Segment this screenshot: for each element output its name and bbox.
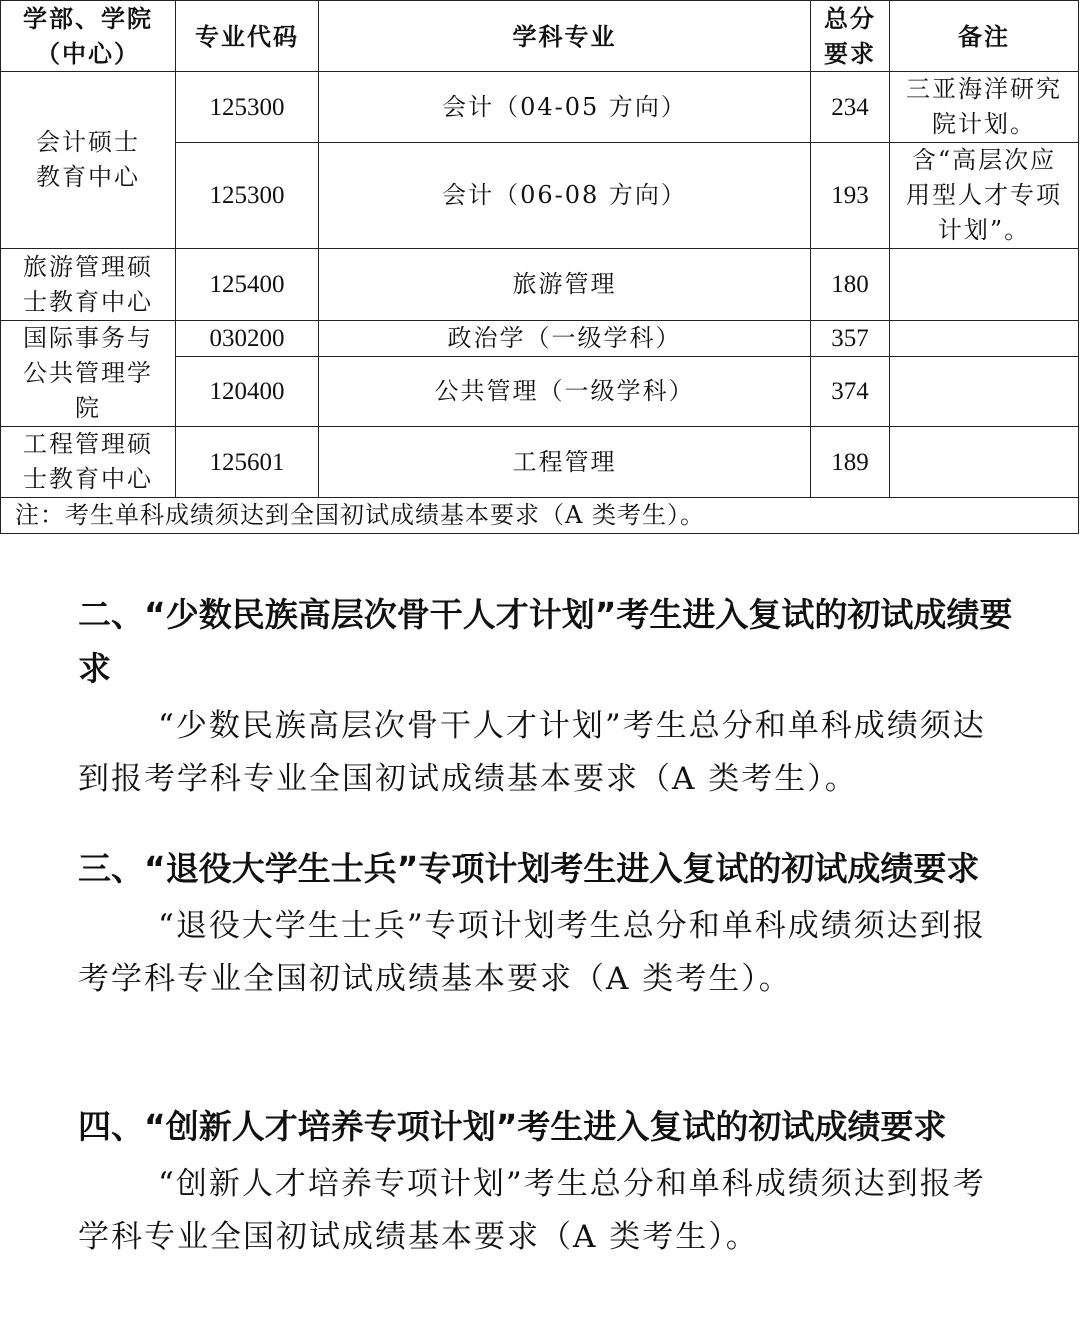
header-code: 专业代码 <box>176 1 319 72</box>
code-cell: 030200 <box>176 321 319 357</box>
score-cell: 189 <box>811 427 890 498</box>
dept-cell: 旅游管理硕 士教育中心 <box>1 249 176 321</box>
dept-cell: 会计硕士 教育中心 <box>1 72 176 249</box>
header-dept: 学部、学院 （中心） <box>1 1 176 72</box>
section-title: 二、“少数民族高层次骨干人才计划”考生进入复试的初试成绩要求 <box>78 595 1013 688</box>
code-cell: 125300 <box>176 143 319 249</box>
score-cell: 180 <box>811 249 890 321</box>
remark-cell: 含“高层次应 用型人才专项 计划”。 <box>890 143 1079 249</box>
remark-cell <box>890 321 1079 357</box>
section-title: 四、“创新人才培养专项计划”考生进入复试的初试成绩要求 <box>78 1107 947 1146</box>
table-header-row <box>1 1 1079 72</box>
code-cell: 125400 <box>176 249 319 321</box>
major-cell: 旅游管理 <box>319 249 811 321</box>
score-requirements-table <box>0 0 1079 534</box>
score-cell: 193 <box>811 143 890 249</box>
score-cell: 234 <box>811 72 890 143</box>
table-note-row <box>1 498 1079 534</box>
score-cell: 357 <box>811 321 890 357</box>
table-row <box>1 72 1079 143</box>
table-row <box>1 427 1079 498</box>
section-body: “创新人才培养专项计划”考生总分和单科成绩须达到报考学科专业全国初试成绩基本要求（A 类考生）。 <box>78 1166 986 1255</box>
table-row <box>1 321 1079 357</box>
major-cell: 工程管理 <box>319 427 811 498</box>
table-note: 注：考生单科成绩须达到全国初试成绩基本要求（A 类考生）。 <box>1 498 1079 534</box>
score-cell: 374 <box>811 357 890 427</box>
header-score: 总分 要求 <box>811 1 890 72</box>
remark-cell: 三亚海洋研究 院计划。 <box>890 72 1079 143</box>
remark-cell <box>890 249 1079 321</box>
remark-cell <box>890 427 1079 498</box>
major-cell: 会计（04-05 方向） <box>319 72 811 143</box>
dept-cell: 国际事务与 公共管理学 院 <box>1 321 176 427</box>
header-major: 学科专业 <box>319 1 811 72</box>
remark-cell <box>890 357 1079 427</box>
major-cell: 公共管理（一级学科） <box>319 357 811 427</box>
section-innovation-plan <box>78 1100 1013 1264</box>
section-body: “退役大学生士兵”专项计划考生总分和单科成绩须达到报考学科专业全国初试成绩基本要求（A 类考生）。 <box>78 908 986 997</box>
table-row <box>1 249 1079 321</box>
major-cell: 政治学（一级学科） <box>319 321 811 357</box>
major-cell: 会计（06-08 方向） <box>319 143 811 249</box>
section-minority-plan <box>78 588 1013 806</box>
code-cell: 125601 <box>176 427 319 498</box>
header-remark: 备注 <box>890 1 1079 72</box>
section-title: 三、“退役大学生士兵”专项计划考生进入复试的初试成绩要求 <box>78 849 980 888</box>
code-cell: 125300 <box>176 72 319 143</box>
dept-cell: 工程管理硕 士教育中心 <box>1 427 176 498</box>
code-cell: 120400 <box>176 357 319 427</box>
section-body: “少数民族高层次骨干人才计划”考生总分和单科成绩须达到报考学科专业全国初试成绩基本要求（A 类考生）。 <box>78 708 986 797</box>
section-veteran-plan <box>78 842 1013 1006</box>
